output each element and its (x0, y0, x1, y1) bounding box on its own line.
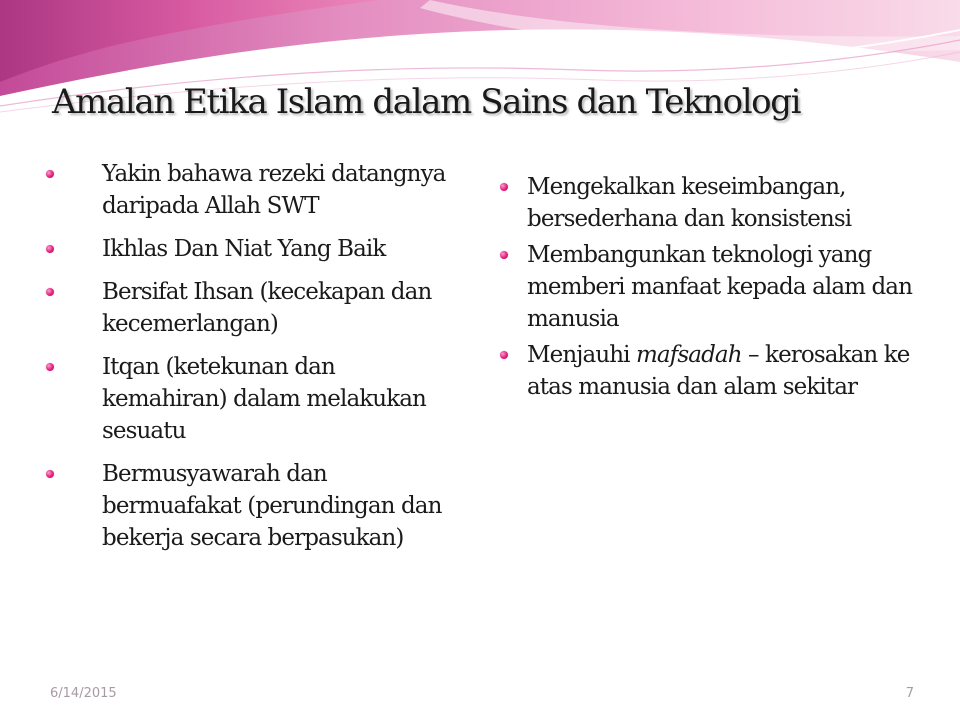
bullet-text: Mengekalkan keseimbangan, bersederhana dan konsistensi (527, 174, 852, 232)
list-item (494, 239, 924, 335)
bullet-dot-icon (500, 251, 508, 259)
slide-number: 7 (905, 686, 914, 701)
slide-title: Amalan Etika Islam dalam Sains dan Teknologi (52, 82, 801, 122)
bullet-dot-icon (46, 245, 54, 253)
bullet-dot-icon (500, 351, 508, 359)
left-bullet-list (40, 158, 460, 565)
list-item (494, 171, 924, 235)
bullet-dot-icon (46, 363, 54, 371)
bullet-text-lead: Menjauhi (527, 342, 637, 368)
bullet-dot-icon (46, 288, 54, 296)
bullet-text: Yakin bahawa rezeki datangnya daripada Allah SWT (102, 161, 446, 219)
bullet-text: Membangunkan teknologi yang memberi manfaat kepada alam dan manusia (527, 242, 913, 332)
bullet-text-trail: – kerosakan ke atas manusia dan alam sekitar (527, 342, 910, 400)
list-item (40, 458, 460, 554)
bullet-text-italic-term: mafsadah (636, 342, 742, 368)
footer-date: 6/14/2015 (50, 686, 117, 701)
list-item (40, 233, 460, 265)
bullet-text: Itqan (ketekunan dan kemahiran) dalam melakukan sesuatu (102, 354, 426, 444)
right-bullet-list (494, 171, 924, 407)
list-item (494, 339, 924, 403)
bullet-dot-icon (46, 470, 54, 478)
list-item (40, 351, 460, 447)
bullet-text (527, 339, 924, 403)
bullet-dot-icon (46, 170, 54, 178)
list-item (40, 158, 460, 222)
bullet-text: Bermusyawarah dan bermuafakat (perundingan dan bekerja secara berpasukan) (102, 461, 442, 551)
bullet-text: Bersifat Ihsan (kecekapan dan kecemerlangan) (102, 279, 432, 337)
bullet-dot-icon (500, 183, 508, 191)
bullet-text: Ikhlas Dan Niat Yang Baik (102, 236, 386, 262)
list-item (40, 276, 460, 340)
